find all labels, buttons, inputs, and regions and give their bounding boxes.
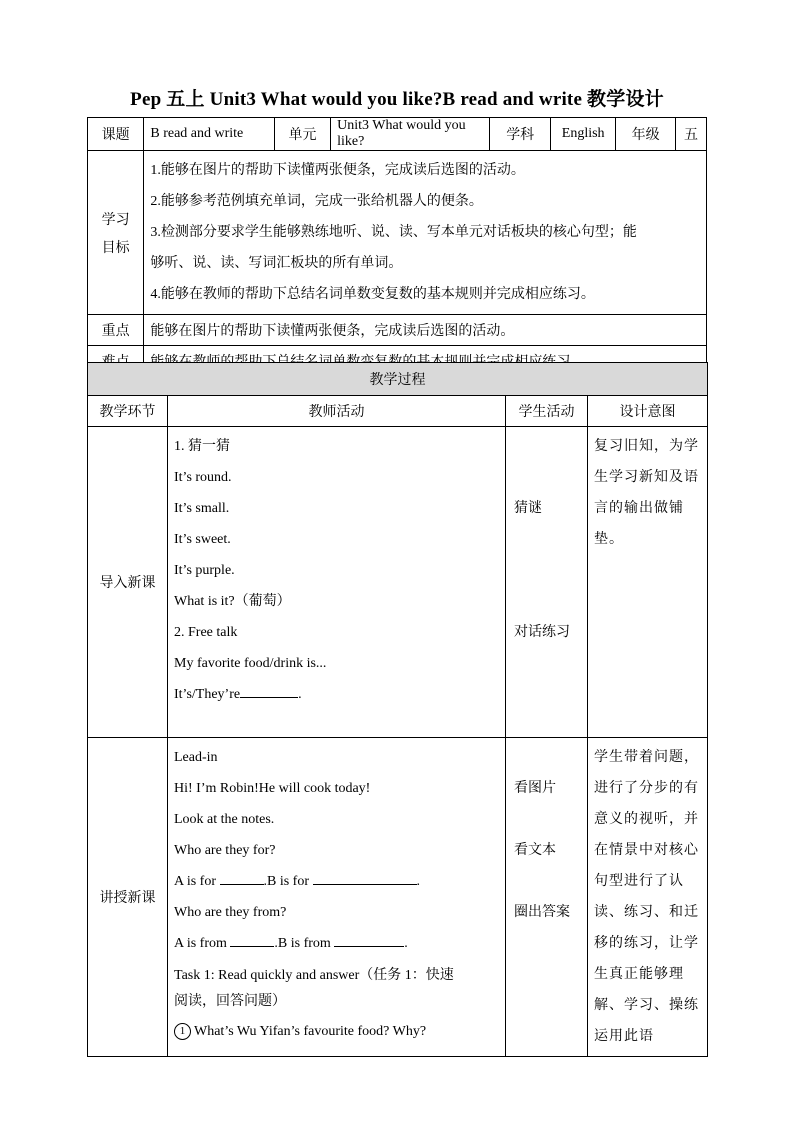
- student-line: 猜谜: [514, 501, 542, 516]
- process-section-title: 教学过程: [88, 363, 708, 396]
- student-line: 对话练习: [514, 625, 570, 640]
- student-line: 看图片: [514, 781, 556, 796]
- objectives-label-line: 学习: [101, 212, 130, 228]
- header-teacher: 教师活动: [168, 396, 506, 427]
- student-activity-cell: [506, 738, 588, 1057]
- teacher-line: My favorite food/drink is...: [174, 656, 327, 671]
- teacher-line-text: A is for: [174, 874, 216, 889]
- fill-blank: [240, 683, 298, 698]
- teacher-line: 1. 猜一猜: [174, 439, 230, 454]
- teacher-line: It’s small.: [174, 501, 230, 516]
- key-label: 重点: [88, 315, 144, 346]
- unit-label: 单元: [274, 118, 330, 151]
- subject-value: English: [551, 118, 616, 151]
- circled-number-icon: 1: [174, 1023, 191, 1040]
- teacher-line: [174, 1016, 499, 1047]
- teacher-line: Look at the notes.: [174, 812, 275, 827]
- objective-item: 1.能够在图片的帮助下读懂两张便条，完成读后选图的活动。: [150, 163, 525, 178]
- teacher-line-text: What’s Wu Yifan’s favourite food? Why?: [194, 1024, 427, 1039]
- teacher-line-text: .B is from: [274, 936, 331, 951]
- grade-value: 五: [675, 118, 706, 151]
- teacher-activity-cell: [168, 427, 506, 738]
- student-activity-cell: [506, 427, 588, 738]
- info-table: [87, 117, 707, 377]
- teacher-line: Task 1: Read quickly and answer（任务 1：快速: [174, 968, 454, 983]
- objectives-label-line: 目标: [101, 240, 130, 256]
- teacher-line: Who are they for?: [174, 843, 276, 858]
- teacher-line-blank: A is from .B is from .: [174, 928, 499, 959]
- teacher-line-text: .B is for: [263, 874, 309, 889]
- teacher-line: It’s round.: [174, 470, 232, 485]
- objectives-cell: [144, 151, 707, 315]
- teacher-line: Hi! I’m Robin!He will cook today!: [174, 781, 371, 796]
- topic-value: B read and write: [144, 118, 274, 151]
- intent-cell: 学生带着问题，进行了分步的有意义的视听，并在情景中对核心句型进行了认读、练习、和迁移的练习，让学生真正能够理解、学习、操练运用此语: [588, 738, 708, 1057]
- teacher-line: Who are they from?: [174, 905, 287, 920]
- header-stage: 教学环节: [88, 396, 168, 427]
- teacher-line: Lead-in: [174, 750, 218, 765]
- student-line: 看文本: [514, 843, 556, 858]
- objective-item: 够听、说、读、写词汇板块的所有单词。: [150, 256, 403, 271]
- fill-blank: [230, 932, 274, 947]
- subject-label: 学科: [490, 118, 551, 151]
- unit-value: Unit3 What would you like?: [331, 118, 490, 151]
- teacher-line: What is it?（葡萄）: [174, 594, 291, 609]
- page-title: Pep 五上 Unit3 What would you like?B read and write 教学设计: [130, 89, 664, 110]
- teacher-line: 阅读，回答问题）: [174, 994, 286, 1009]
- grade-label: 年级: [616, 118, 676, 151]
- stage-cell: 讲授新课: [88, 738, 168, 1057]
- fill-blank: [313, 870, 417, 885]
- objective-item: 4.能够在教师的帮助下总结名词单数变复数的基本规则并完成相应练习。: [150, 287, 595, 302]
- teacher-line-text: It’s/They’re: [174, 687, 241, 702]
- student-line: 圈出答案: [514, 905, 570, 920]
- objective-item: 2.能够参考范例填充单词，完成一张给机器人的便条。: [150, 194, 483, 209]
- intent-cell: 复习旧知，为学生学习新知及语言的输出做铺垫。: [588, 427, 708, 738]
- stage-cell: 导入新课: [88, 427, 168, 738]
- process-table: [87, 362, 708, 1057]
- fill-blank: [334, 932, 404, 947]
- header-intent: 设计意图: [588, 396, 708, 427]
- header-student: 学生活动: [506, 396, 588, 427]
- teacher-line-blank: A is for .B is for .: [174, 866, 499, 897]
- key-value: 能够在图片的帮助下读懂两张便条，完成读后选图的活动。: [144, 315, 707, 346]
- objectives-label: [88, 151, 144, 315]
- topic-label: 课题: [88, 118, 144, 151]
- teacher-line: It’s purple.: [174, 563, 235, 578]
- teacher-line-blank: It’s/They’re .: [174, 679, 499, 710]
- teacher-line: It’s sweet.: [174, 532, 231, 547]
- teacher-line: 2. Free talk: [174, 625, 238, 640]
- teacher-activity-cell: [168, 738, 506, 1057]
- objective-item: 3.检测部分要求学生能够熟练地听、说、读、写本单元对话板块的核心句型；能: [150, 225, 637, 240]
- teacher-line-text: A is from: [174, 936, 227, 951]
- fill-blank: [220, 870, 264, 885]
